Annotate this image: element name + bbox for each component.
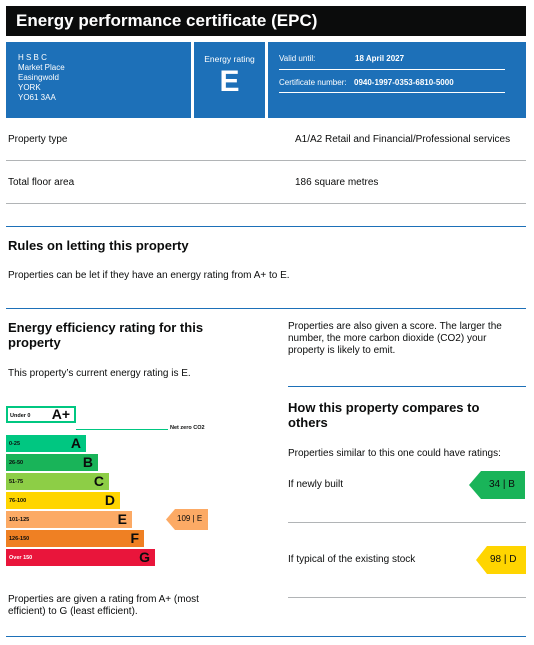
certificate-number-label: Certificate number: [279, 78, 347, 87]
band-range: Over 150 [9, 555, 33, 561]
current-rating-text: This property’s current energy rating is E. [8, 368, 191, 379]
energy-rating-letter: E [219, 65, 240, 98]
efficiency-heading [8, 320, 203, 350]
address-panel [6, 42, 191, 118]
comparison-intro: Properties similar to this one could have ratings: [288, 448, 501, 459]
band-range: 126-150 [9, 536, 30, 542]
valid-until-label: Valid until: [279, 54, 316, 63]
band-range: Under 0 [10, 413, 31, 419]
section-rule [6, 308, 526, 309]
address-line: Easingwold [18, 73, 59, 82]
band-d [6, 492, 120, 509]
comparison-heading-line: How this property compares to [288, 400, 480, 415]
band-a-plus [6, 406, 76, 423]
divider [6, 160, 526, 161]
band-range: 0-25 [9, 441, 21, 447]
band-letter: F [130, 530, 139, 546]
page-title: Energy performance certificate (EPC) [6, 6, 526, 36]
band-a [6, 435, 86, 452]
rating-footnote-line: Properties are given a rating from A+ (most [8, 594, 199, 605]
floor-area-label: Total floor area [8, 177, 75, 188]
band-letter: A [70, 435, 81, 451]
address-line: Market Place [18, 63, 65, 72]
letting-rules-heading: Rules on letting this property [8, 238, 189, 253]
band-letter: G [139, 549, 150, 565]
divider [288, 597, 526, 598]
band-letter: C [93, 473, 104, 489]
divider [279, 69, 505, 70]
rating-footnote-line: efficient) to G (least efficient). [8, 606, 138, 617]
net-zero-line [76, 429, 168, 430]
band-range: 51-75 [9, 479, 24, 485]
score-explanation-line: property is likely to emit. [288, 345, 396, 356]
net-zero-label: Net zero CO2 [170, 425, 205, 431]
divider [288, 522, 526, 523]
band-range: 76-100 [9, 498, 27, 504]
band-letter: D [104, 492, 115, 508]
section-rule [6, 226, 526, 227]
rating-footnote [8, 594, 199, 618]
band-letter: B [82, 454, 93, 470]
band-c [6, 473, 109, 490]
property-type-label: Property type [8, 134, 68, 145]
newly-built-label: If newly built [288, 479, 344, 490]
divider [6, 203, 526, 204]
energy-rating-label: Energy rating [204, 54, 255, 64]
energy-rating-panel [194, 42, 265, 118]
certificate-number: 0940-1997-0353-6810-5000 [354, 78, 454, 87]
property-type-value: A1/A2 Retail and Financial/Professional services [295, 134, 511, 145]
address-line: YORK [18, 83, 41, 92]
band-letter: A+ [51, 406, 70, 422]
typical-stock-label: If typical of the existing stock [288, 554, 416, 565]
address-line: H S B C [18, 53, 47, 62]
band-e [6, 511, 132, 528]
band-range: 101-125 [9, 517, 30, 523]
comparison-heading-line: others [288, 415, 328, 430]
certificate-panel [268, 42, 526, 118]
score-explanation-line: Properties are also given a score. The larger the [288, 321, 502, 332]
section-rule [6, 636, 526, 637]
band-b [6, 454, 98, 471]
score-explanation-line: number, the more carbon dioxide (CO2) your [288, 333, 487, 344]
comparison-heading [288, 400, 479, 430]
efficiency-heading-line: property [8, 335, 61, 350]
letting-rules-text: Properties can be let if they have an energy rating from A+ to E. [8, 270, 290, 281]
newly-built-score: 34 | B [489, 479, 515, 490]
score-explanation [288, 321, 502, 357]
efficiency-heading-line: Energy efficiency rating for this [8, 320, 204, 335]
typical-stock-score: 98 | D [490, 554, 517, 565]
band-g [6, 549, 155, 566]
band-f [6, 530, 144, 547]
band-range: 26-50 [9, 460, 24, 466]
divider [279, 92, 505, 93]
valid-until-date: 18 April 2027 [355, 54, 405, 63]
band-letter: E [117, 511, 127, 527]
current-score-text: 109 | E [177, 514, 203, 523]
floor-area-value: 186 square metres [295, 177, 379, 188]
section-rule [288, 386, 526, 387]
address-line: YO61 3AA [18, 93, 56, 102]
